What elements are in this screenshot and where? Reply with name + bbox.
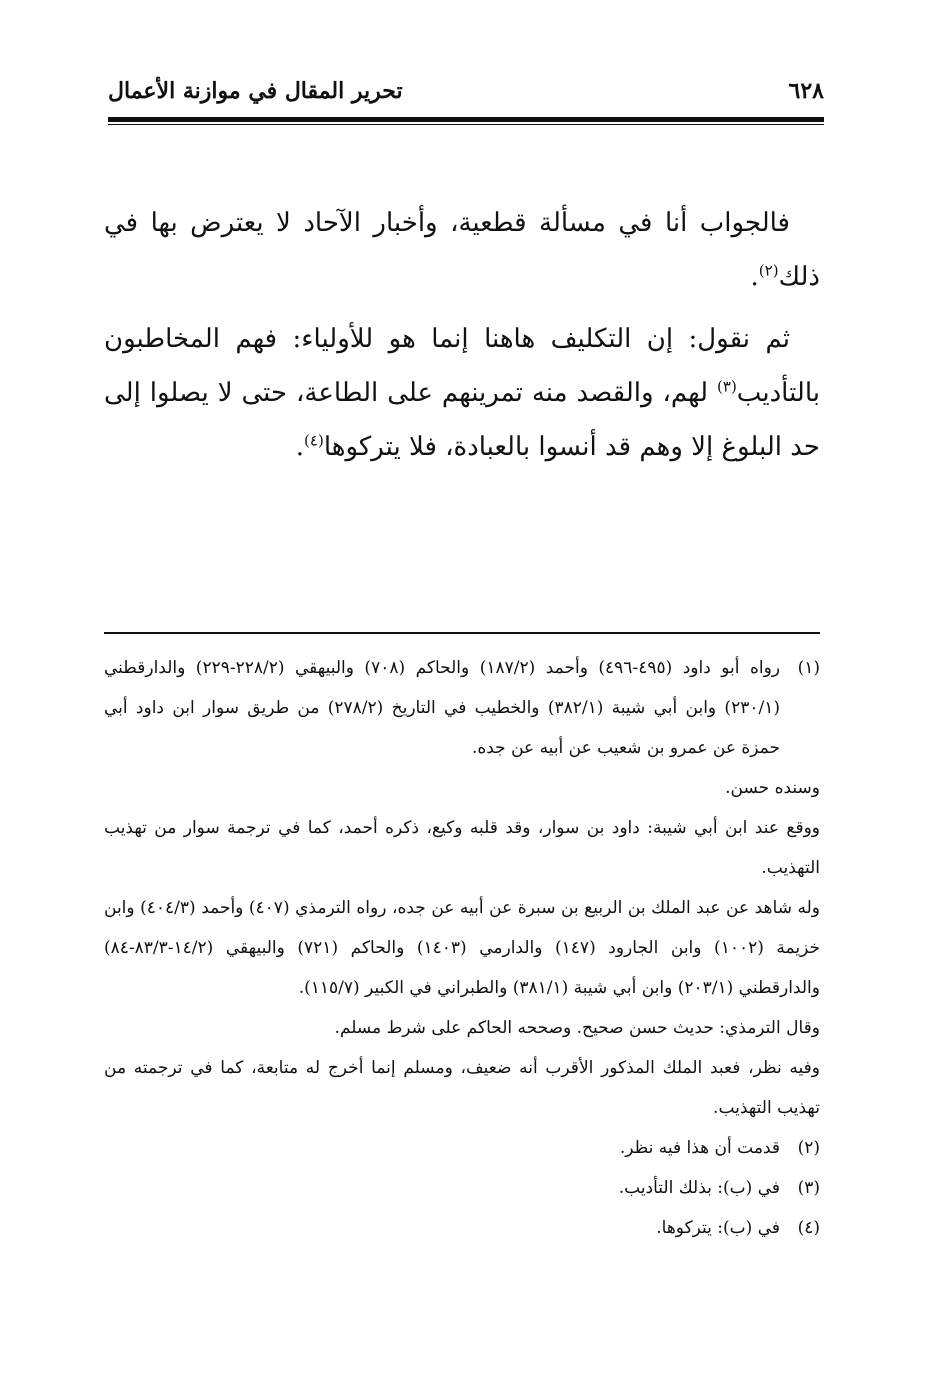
footnote-2 — [104, 1128, 820, 1168]
footnote-number: (١) — [797, 658, 820, 678]
footnote-1-line: وله شاهد عن عبد الملك بن الربيع بن سبرة عن أبيه عن جده، رواه الترمذي (٤٠٧) وأحمد (٤٠٤/٣) وابن خزيمة (١٠٠٢) وابن الجارود (١٤٧) والدارمي (١٤٠٣) والحاكم (٧٢١) والبيهقي (١٤/٢-٨٣/٣-٨٤) والدارقطني (٢٠٣/١) وابن أبي شيبة (٣٨١/١) والطبراني في الكبير (١١٥/٧). — [104, 898, 820, 998]
paragraph-2 — [104, 312, 820, 474]
paragraph-2-tail: . — [295, 432, 305, 462]
footnote-4-text: في (ب): يتركوها. — [656, 1218, 780, 1238]
paragraph-1-text: فالجواب أنا في مسألة قطعية، وأخبار الآحاد لا يعترض بها في ذلك — [104, 208, 820, 292]
running-title: تحرير المقال في موازنة الأعمال — [108, 78, 403, 104]
paragraph-1-tail: . — [750, 262, 759, 292]
paragraph-2-text-b: لهم، والقصد منه تمرينهم على الطاعة، حتى لا يصلوا إلى حد البلوغ إلا وهم قد أنسوا بالعبادة، فلا يتركوها — [104, 378, 820, 462]
paragraph-1 — [104, 196, 820, 304]
footnote-2-text: قدمت أن هذا فيه نظر. — [619, 1138, 780, 1158]
page-header — [108, 78, 824, 112]
footnote-ref-2: (٢) — [758, 261, 779, 280]
footnote-1-line: وفيه نظر، فعبد الملك المذكور الأقرب أنه ضعيف، ومسلم إنما أخرج له متابعة، كما في ترجمته من تهذيب التهذيب. — [104, 1058, 820, 1118]
footnote-ref-3: (٣) — [717, 377, 737, 396]
footnote-1-line: وقال الترمذي: حديث حسن صحيح. وصححه الحاكم على شرط مسلم. — [334, 1018, 820, 1038]
footnote-number: (٢) — [797, 1138, 820, 1158]
paragraph-2-text-a: ثم نقول: إن التكليف هاهنا إنما هو للأولياء: فهم المخاطبون بالتأديب — [104, 324, 820, 408]
footnote-3 — [104, 1168, 820, 1208]
footnote-1-line: رواه أبو داود (٤٩٥-٤٩٦) وأحمد (١٨٧/٢) والحاكم (٧٠٨) والبيهقي (٢٢٨/٢-٢٢٩) والدارقطني (٢٣٠/١) وابن أبي شيبة (٣٨٢/١) والخطيب في التاريخ (٢٧٨/٢) من طريق سوار ابن داود أبي حمزة عن عمرو بن شعيب عن أبيه عن جده. — [104, 658, 780, 758]
page-number: ٦٢٨ — [788, 78, 824, 104]
footnote-4 — [104, 1208, 820, 1248]
footnote-1-body — [104, 648, 820, 1128]
footnote-number: (٣) — [797, 1178, 820, 1198]
footnote-3-text: في (ب): بذلك التأديب. — [618, 1178, 780, 1198]
footnotes — [104, 648, 820, 1248]
header-rule-thick — [108, 117, 824, 122]
footnote-1 — [104, 648, 820, 1128]
header-rule-thin — [108, 124, 824, 125]
main-text — [104, 196, 820, 482]
footnote-1-line: وسنده حسن. — [725, 778, 820, 798]
footnote-separator — [104, 632, 820, 634]
footnote-1-line: ووقع عند ابن أبي شيبة: داود بن سوار، وقد قلبه وكيع، ذكره أحمد، كما في ترجمة سوار من تهذيب التهذيب. — [104, 818, 820, 878]
footnote-ref-4: (٤) — [304, 431, 324, 450]
footnote-number: (٤) — [797, 1218, 820, 1238]
